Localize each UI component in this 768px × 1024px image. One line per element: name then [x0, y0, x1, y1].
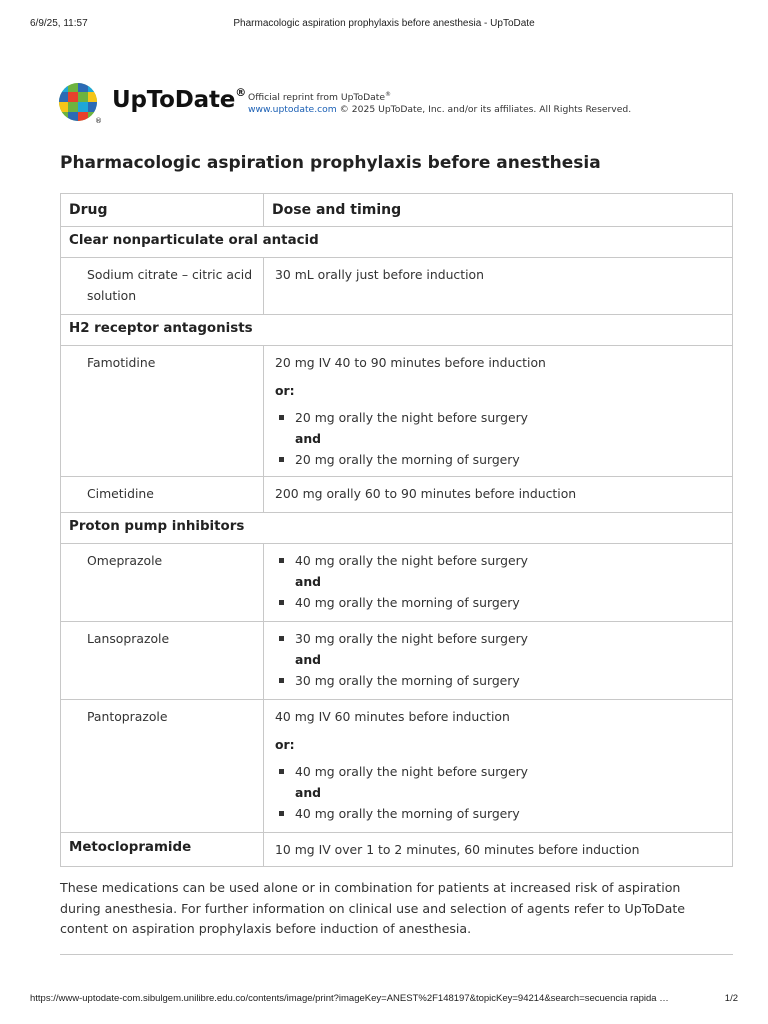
drug-name: Omeprazole — [61, 544, 264, 622]
dose-cell — [264, 622, 733, 700]
print-footer — [30, 993, 738, 1007]
print-datetime: 6/9/25, 11:57 — [30, 18, 88, 29]
table-row — [61, 258, 733, 315]
drug-name: Famotidine — [61, 346, 264, 477]
bullet-icon — [279, 811, 284, 816]
table-header-row — [61, 194, 733, 227]
footnote-text: These medications can be used alone or in combination for patients at increased risk of aspiration during anesthesia. For further information on clinical use and selection of agents refer to UpToDate content on aspiration prophylaxis before induction of anesthesia. — [60, 880, 686, 936]
page-number: 1/2 — [724, 993, 738, 1004]
and-label: and — [295, 574, 322, 589]
and-label: and — [295, 785, 322, 800]
dose-cell: 20 mg IV 40 to 90 minutes before induction or: 20 mg orally the night before surgery and 20 mg orally the morning of surgery — [264, 346, 733, 477]
dose-list — [275, 449, 724, 470]
drug-name: Lansoprazole — [61, 622, 264, 700]
brand-name: UpToDate® — [112, 86, 246, 113]
group-row — [61, 513, 733, 544]
dose-cell: 30 mL orally just before induction — [264, 258, 733, 315]
list-item: 20 mg orally the night before surgery — [275, 407, 724, 428]
list-item: 40 mg orally the morning of surgery — [275, 592, 724, 613]
and-label: and — [295, 431, 322, 446]
dose-cell: 40 mg IV 60 minutes before induction or: 40 mg orally the night before surgery and 40 mg orally the morning of surgery — [264, 700, 733, 833]
brand-header — [58, 80, 738, 128]
list-item: 30 mg orally the night before surgery — [275, 628, 724, 649]
bullet-icon — [279, 600, 284, 605]
drug-name: Sodium citrate – citric acid solution — [61, 258, 264, 315]
drug-name: Metoclopramide — [61, 833, 264, 867]
dose-list — [275, 761, 724, 782]
copyright-text: © 2025 UpToDate, Inc. and/or its affiliates. All Rights Reserved. — [336, 104, 632, 116]
bullet-icon — [279, 678, 284, 683]
prophylaxis-table — [60, 193, 733, 867]
table-row — [61, 477, 733, 513]
dose-list — [275, 803, 724, 824]
dose-cell — [264, 544, 733, 622]
dose-cell: 200 mg orally 60 to 90 minutes before induction — [264, 477, 733, 513]
or-label: or: — [275, 383, 295, 398]
bullet-icon — [279, 415, 284, 420]
table-row — [61, 622, 733, 700]
or-label: or: — [275, 737, 295, 752]
group-name: Clear nonparticulate oral antacid — [61, 227, 733, 258]
table-row — [61, 700, 733, 833]
column-header-drug: Drug — [61, 194, 264, 227]
list-item: 40 mg orally the night before surgery — [275, 761, 724, 782]
group-row — [61, 315, 733, 346]
list-item: 30 mg orally the morning of surgery — [275, 670, 724, 691]
list-item: 40 mg orally the morning of surgery — [275, 803, 724, 824]
list-item: 20 mg orally the morning of surgery — [275, 449, 724, 470]
column-header-dose: Dose and timing — [264, 194, 733, 227]
dose-list — [275, 407, 724, 428]
page-title: Pharmacologic aspiration prophylaxis before anesthesia — [60, 153, 601, 173]
dose-list — [275, 592, 724, 613]
divider — [60, 954, 733, 955]
drug-name: Cimetidine — [61, 477, 264, 513]
dose-list — [275, 628, 724, 649]
group-name: Proton pump inhibitors — [61, 513, 733, 544]
uptodate-logo-icon — [58, 82, 100, 124]
print-page-title: Pharmacologic aspiration prophylaxis before anesthesia - UpToDate — [233, 18, 535, 29]
table-row — [61, 544, 733, 622]
bullet-icon — [279, 457, 284, 462]
list-item: 40 mg orally the night before surgery — [275, 550, 724, 571]
table-row — [61, 346, 733, 477]
group-row — [61, 227, 733, 258]
reprint-notice: Official reprint from UpToDate® www.uptodate.com © 2025 UpToDate, Inc. and/or its affiliates. All Rights Reserved. — [248, 91, 632, 116]
print-header — [30, 18, 738, 32]
drug-name: Pantoprazole — [61, 700, 264, 833]
bullet-icon — [279, 558, 284, 563]
uptodate-site-link[interactable]: www.uptodate.com — [248, 104, 337, 116]
table-row — [61, 833, 733, 867]
group-name: H2 receptor antagonists — [61, 315, 733, 346]
dose-list — [275, 550, 724, 571]
print-url: https://www-uptodate-com.sibulgem.unilibre.edu.co/contents/image/print?imageKey=ANEST%2F148197&topicKey=94214&search=secuencia rapida … — [30, 993, 669, 1004]
bullet-icon — [279, 636, 284, 641]
bullet-icon — [279, 769, 284, 774]
dose-cell: 10 mg IV over 1 to 2 minutes, 60 minutes before induction — [264, 833, 733, 867]
dose-list — [275, 670, 724, 691]
and-label: and — [295, 652, 322, 667]
svg-text:®: ® — [95, 117, 102, 125]
